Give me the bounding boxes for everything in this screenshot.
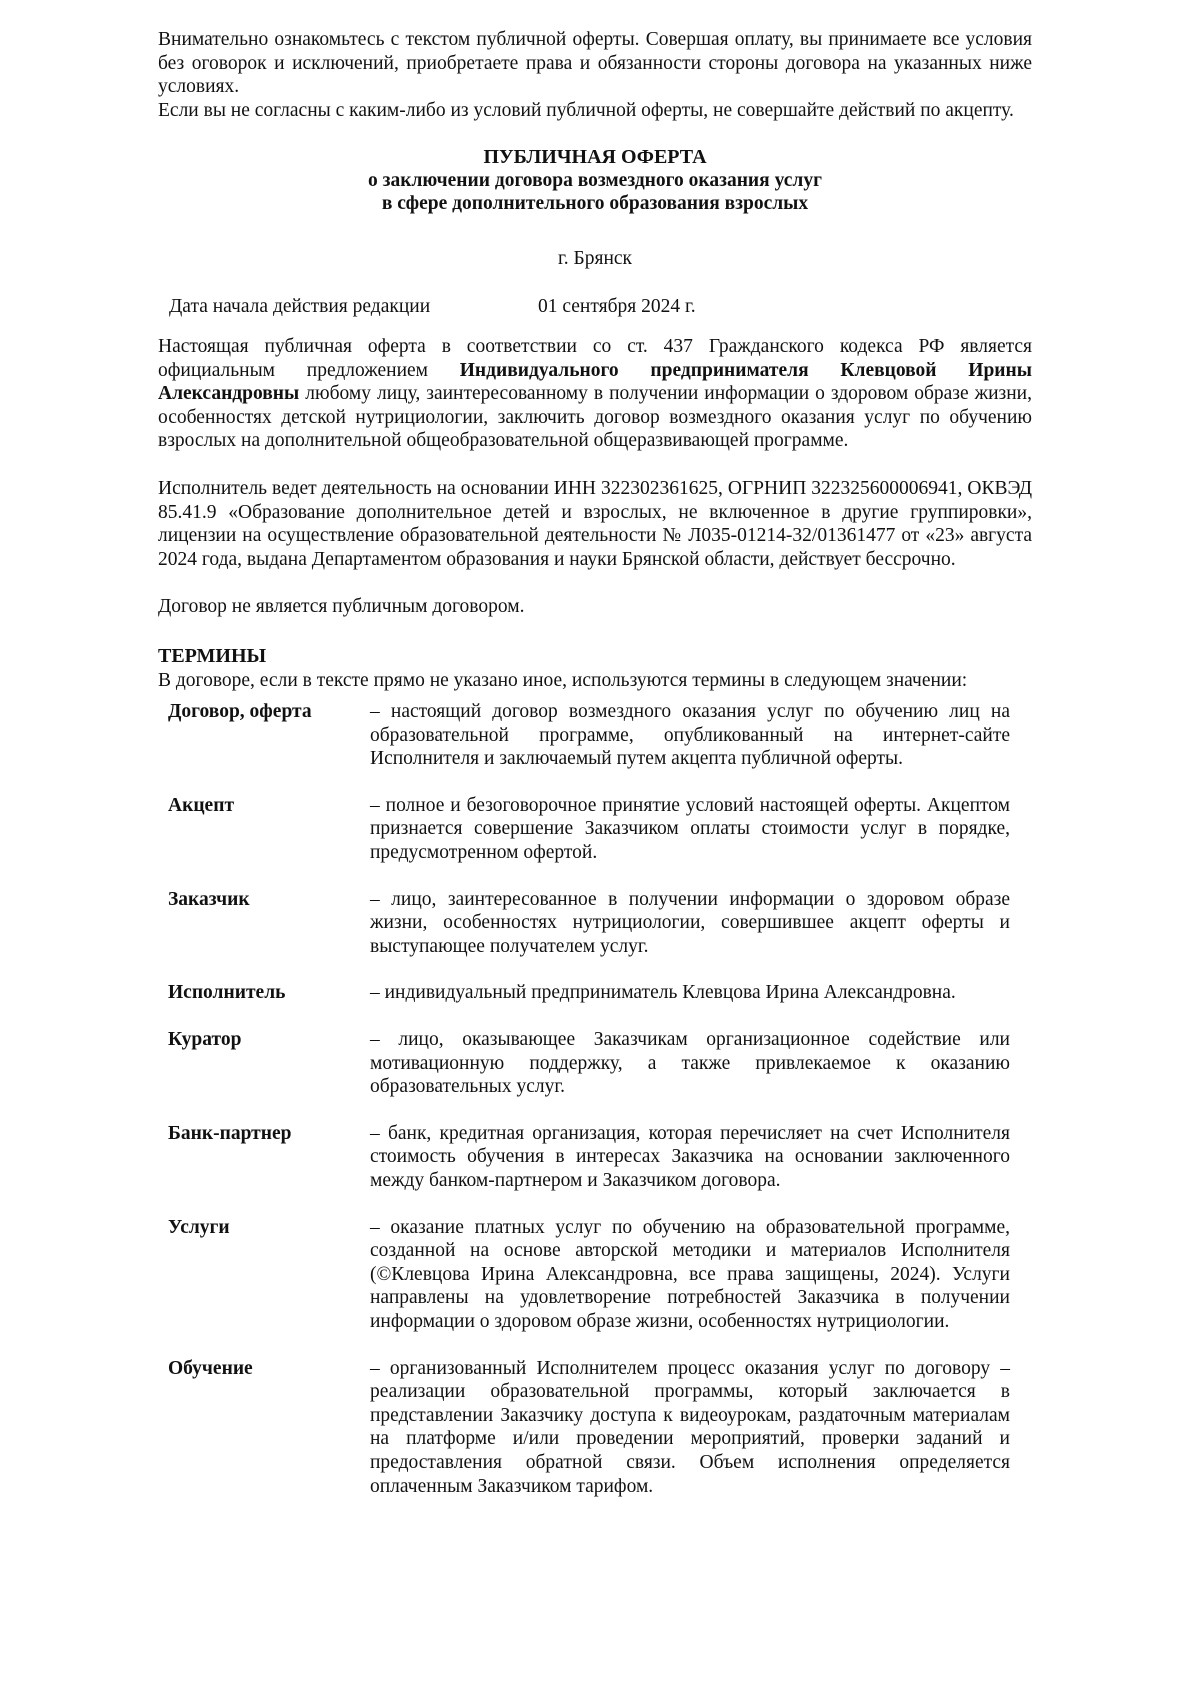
- offer-paragraph: [158, 335, 1032, 453]
- term-definition: – оказание платных услуг по обучению на образовательной программе, созданной на основе авторской методики и материалов Исполнителя (©Клевцова Ирина Александровна, все права защищены, 2024). Услуги направлены на удовлетворение потребностей Заказчика в получении информации о здоровом образе жизни, особенностях нутрициологии.: [370, 1216, 1010, 1332]
- offer-text-end: любому лицу, заинтересованному в получении информации о здоровом образе жизни, особенностях детской нутрициологии, заключить договор возмездного оказания услуг по обучению взрослых на дополнительной общеобразовательной общеразвивающей программе.: [158, 383, 1032, 452]
- title-subtitle-1: о заключении договора возмездного оказания услуг: [368, 170, 822, 192]
- document-title: [158, 146, 1032, 215]
- term-label: Заказчик: [168, 888, 250, 910]
- title-subtitle-2: в сфере дополнительного образования взрослых: [381, 193, 809, 215]
- term-definition: – лицо, оказывающее Заказчикам организационное содействие или мотивационную поддержку, а также привлекаемое к оказанию образовательных услуг.: [370, 1029, 1010, 1098]
- term-label: Исполнитель: [168, 982, 286, 1004]
- executor-paragraph: Исполнитель ведет деятельность на основании ИНН 322302361625, ОГРНИП 322325600006941, ОКВЭД 85.41.9 «Образование дополнительное детей и взрослых, не включенное в другие группировки», лицензии на осуществление образовательной деятельности № Л035-01214-32/01361477 от «23» августа 2024 года, выдана Департаментом образования и науки Брянской области, действует бессрочно.: [158, 477, 1032, 570]
- term-definition: – индивидуальный предприниматель Клевцова Ирина Александровна.: [370, 982, 956, 1004]
- intro-paragraph-disagree: Если вы не согласны с каким-либо из условий публичной оферты, не совершайте действий по акцепту.: [158, 99, 1014, 121]
- term-definition: – лицо, заинтересованное в получении информации о здоровом образе жизни, особенностях нутрициологии, совершившее акцепт оферты и выступающее получателем услуг.: [370, 888, 1010, 957]
- offer-text-start: Настоящая публичная оферта в соответствии со ст. 437 Гражданского кодекса РФ является официальным предложением: [158, 335, 1032, 381]
- term-label: Банк-партнер: [168, 1122, 292, 1144]
- term-definition: – полное и безоговорочное принятие условий настоящей оферты. Акцептом признается совершение Заказчиком оплаты стоимости услуг в порядке, предусмотренном офертой.: [370, 794, 1010, 864]
- term-row: [158, 1122, 1032, 1193]
- term-row: [158, 700, 1032, 771]
- term-definition: – банк, кредитная организация, которая перечисляет на счет Исполнителя стоимость обучения в интересах Заказчика на основании заключенного между банком-партнером и Заказчиком договора.: [370, 1122, 1010, 1191]
- term-row: [158, 888, 1032, 959]
- term-row: [158, 1216, 1032, 1334]
- document-page: [158, 28, 1032, 1521]
- term-row: [158, 794, 1032, 865]
- terms-heading: ТЕРМИНЫ: [158, 644, 267, 667]
- terms-intro: В договоре, если в тексте прямо не указано иное, используются термины в следующем значении:: [158, 669, 968, 691]
- term-label: Обучение: [168, 1357, 253, 1379]
- term-label: Услуги: [168, 1216, 230, 1238]
- edition-date-row: [158, 295, 1032, 319]
- term-row: [158, 1028, 1032, 1099]
- city: г. Брянск: [557, 248, 633, 270]
- intro-paragraph-acceptance: Внимательно ознакомьтесь с текстом публичной оферты. Совершая оплату, вы принимаете все условия без оговорок и исключений, приобретаете права и обязанности стороны договора на указанных ниже условиях.: [158, 29, 1032, 98]
- intro-notice: [158, 28, 1032, 122]
- terms-list: [158, 700, 1032, 1498]
- edition-date-label: Дата начала действия редакции: [169, 295, 431, 317]
- not-public-contract-note: Договор не является публичным договором.: [158, 596, 525, 618]
- term-label: Договор, оферта: [168, 701, 312, 723]
- term-label: Куратор: [168, 1029, 242, 1051]
- term-definition: – организованный Исполнителем процесс оказания услуг по договору – реализации образовательной программы, который заключается в представлении Заказчику доступа к видеоурокам, раздаточным материалам на платформе и/или проведении мероприятий, проверки заданий и предоставления обратной связи. Объем исполнения определяется оплаченным Заказчиком тарифом.: [370, 1357, 1010, 1497]
- entrepreneur-name: Индивидуального предпринимателя Клевцовой Ирины Александровны: [158, 359, 1032, 405]
- term-label: Акцепт: [168, 794, 235, 816]
- edition-date-value: 01 сентября 2024 г.: [538, 295, 696, 317]
- title-main: ПУБЛИЧНАЯ ОФЕРТА: [483, 146, 707, 169]
- term-definition: – настоящий договор возмездного оказания услуг по обучению лиц на образовательной программе, опубликованный на интернет-сайте Исполнителя и заключаемый путем акцепта публичной оферты.: [370, 701, 1010, 770]
- term-row: [158, 1357, 1032, 1499]
- term-row: [158, 981, 1032, 1005]
